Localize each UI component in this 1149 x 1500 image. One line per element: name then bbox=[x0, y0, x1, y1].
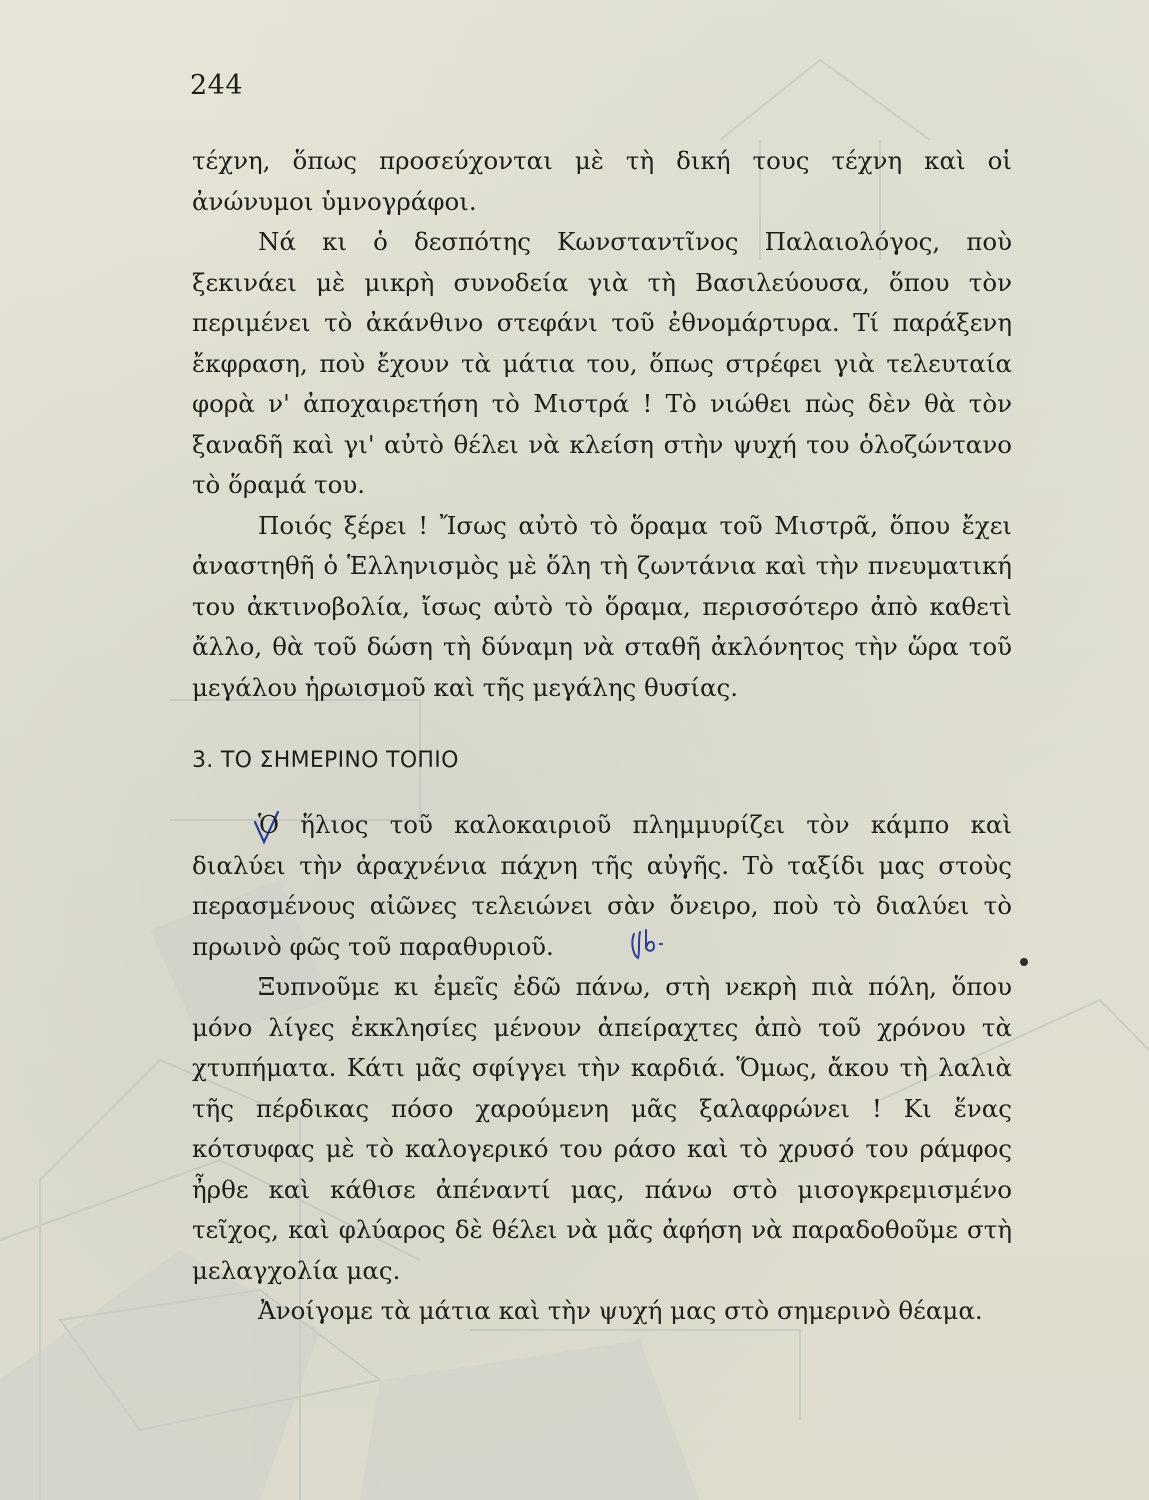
section-heading: 3. ΤΟ ΣΗΜΕΡΙΝΟ ΤΟΠΙΟ bbox=[192, 748, 459, 773]
paragraph: Ὁ ἥλιος τοῦ καλοκαιριοῦ πλημμυρίζει τὸν κάμπο καὶ διαλύει τὴν ἀραχνένια πάχνη τῆς αὐγῆς. Τὸ ταξίδι μας στοὺς περασμένους αἰῶνες τελειώνει σὰν ὄνειρο, ποὺ τὸ διαλύει τὸ πρωινὸ φῶς τοῦ παραθυριοῦ. bbox=[192, 810, 1012, 961]
paragraph: Ἀνοίγομε τὰ μάτια καὶ τὴν ψυχή μας στὸ σημερινὸ θέαμα. bbox=[258, 1296, 983, 1325]
paragraph: Νά κι ὁ δεσπότης Κωνσταντῖνος Παλαιολόγος, ποὺ ξεκινάει μὲ μικρὴ συνοδεία γιὰ τὴ Βασιλεύουσα, ὅπου τὸν περιμένει τὸ ἀκάνθινο στεφάνι τοῦ ἐθνομάρτυρα. Τί παράξενη ἔκφραση, ποὺ ἔχουν τὰ μάτια του, ὅπως στρέφει γιὰ τελευταία φορὰ ν' ἀποχαιρετήση τὸ Μιστρά ! Τὸ νιώθει πὼς δὲν θὰ τὸν ξαναδῆ καὶ γι' αὐτὸ θέλει νὰ κλείση στὴν ψυχή του ὁλοζώντανο τὸ ὅραμά του. bbox=[192, 227, 1012, 499]
paragraph: τέχνη, ὅπως προσεύχονται μὲ τὴ δική τους τέχνη καὶ οἱ ἀνώνυμοι ὑμνογράφοι. bbox=[192, 146, 1012, 216]
body-text-top bbox=[192, 141, 1012, 708]
handwritten-ink-annotation bbox=[628, 922, 688, 962]
page-number: 244 bbox=[190, 70, 244, 101]
body-text-bottom bbox=[192, 805, 1012, 1332]
paragraph: Ξυπνοῦμε κι ἐμεῖς ἐδῶ πάνω, στὴ νεκρὴ πιὰ πόλη, ὅπου μόνο λίγες ἐκκλησίες μένουν ἀπείραχτες ἀπὸ τοῦ χρόνου τὰ χτυπήματα. Κάτι μᾶς σφίγγει τὴν καρδιά. Ὅμως, ἄκου τὴ λαλιὰ τῆς πέρδικας πόσο χαρούμενη μᾶς ξαλαφρώνει ! Κι ἕνας κότσυφας μὲ τὸ καλογερικό του ράσο καὶ τὸ χρυσό του ράμφος ἦρθε καὶ κάθισε ἀπέναντί μας, πάνω στὸ μισογκρεμισμένο τεῖχος, καὶ φλύαρος δὲ θέλει νὰ μᾶς ἀφήση νὰ παραδοθοῦμε στὴ μελαγχολία μας. bbox=[192, 972, 1012, 1285]
paragraph: Ποιός ξέρει ! Ἴσως αὐτὸ τὸ ὅραμα τοῦ Μιστρᾶ, ὅπου ἔχει ἀναστηθῆ ὁ Ἑλληνισμὸς μὲ ὅλη τὴ ζωντάνια καὶ τὴν πνευματική του ἀκτινοβολία, ἴσως αὐτὸ τὸ ὅραμα, περισσότερο ἀπὸ καθετὶ ἄλλο, θὰ τοῦ δώση τὴ δύναμη νὰ σταθῆ ἀκλόνητος τὴν ὥρα τοῦ μεγάλου ἡρωισμοῦ καὶ τῆς μεγάλης θυσίας. bbox=[192, 510, 1012, 702]
ink-dot bbox=[1020, 958, 1028, 966]
